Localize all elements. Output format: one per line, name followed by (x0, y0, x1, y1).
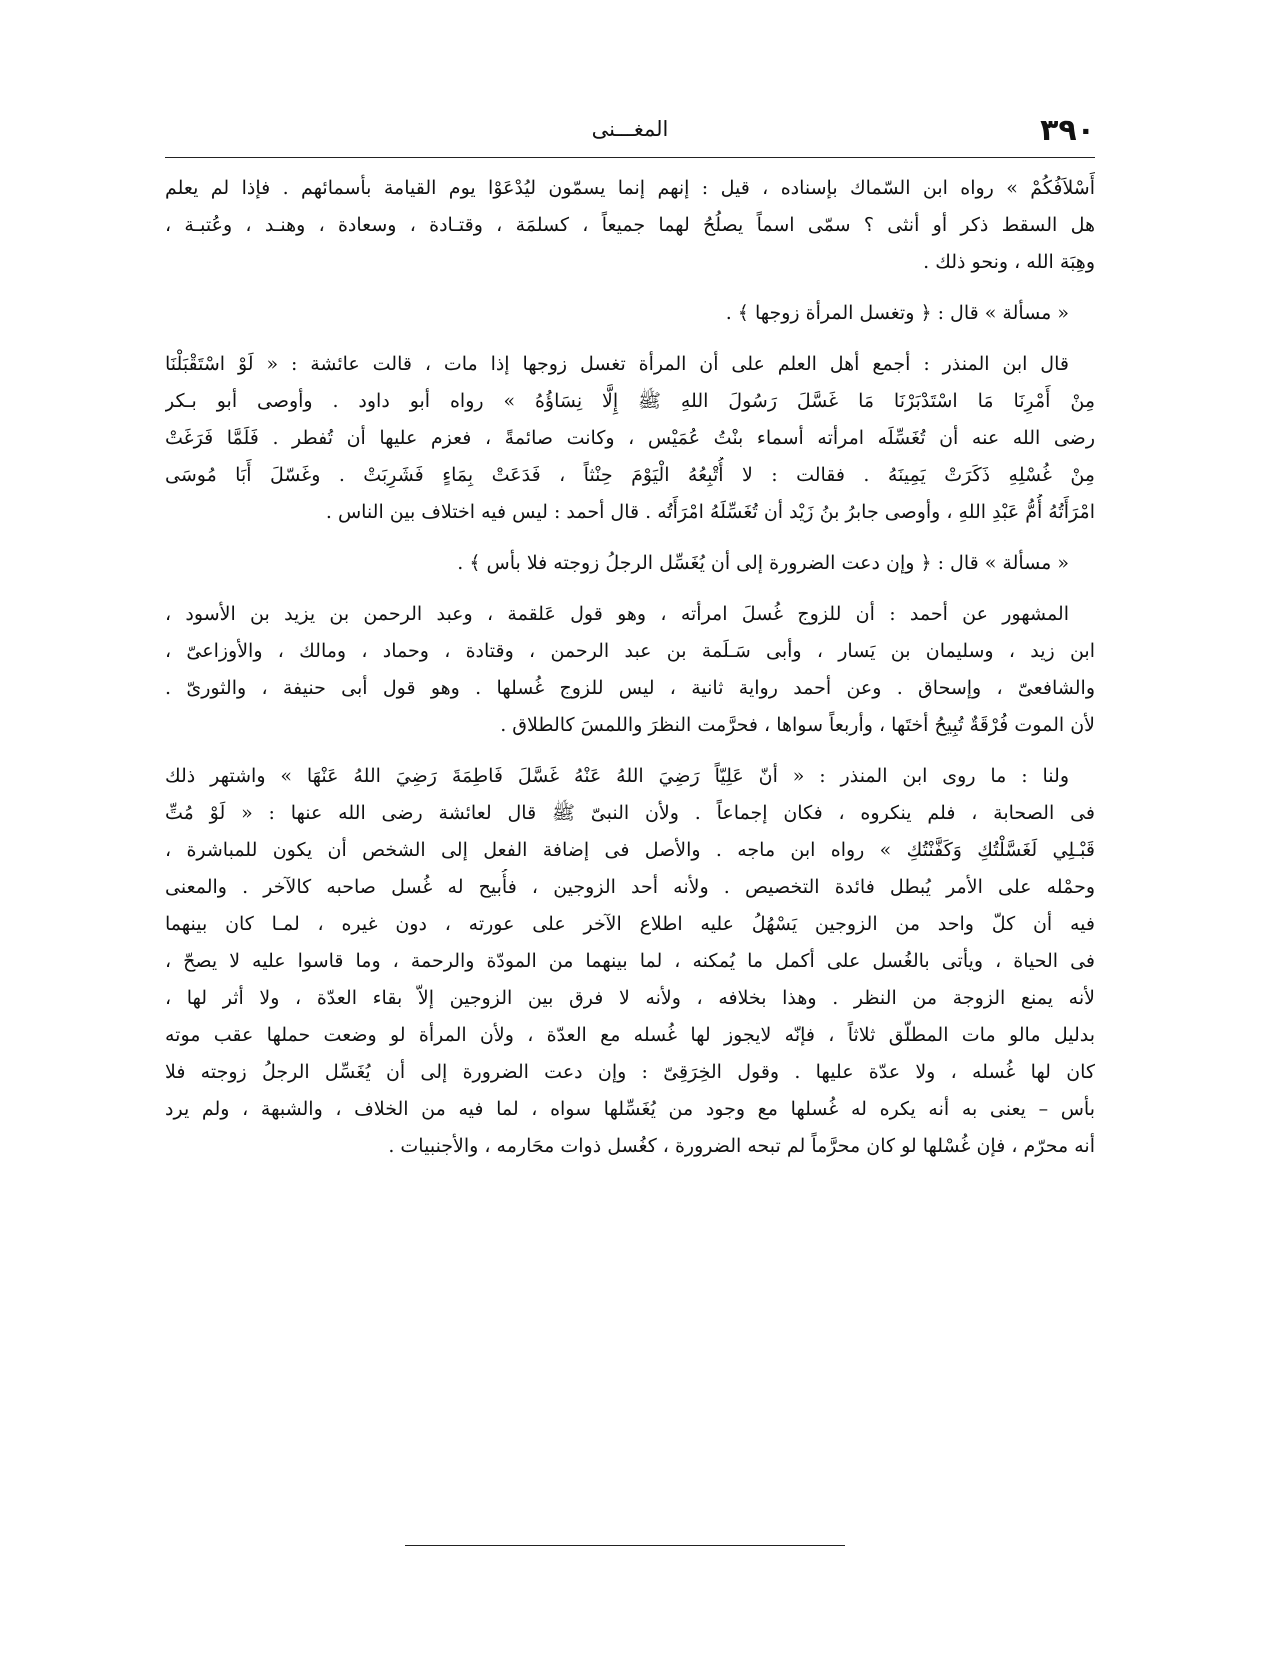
text-line: مِنْ غُسْلِهِ ذَكَرَتْ يَمِينَهُ . فقالت : لا أُتْبِعُهُ الْيَوْمَ حِنْثاً ، فَدَعَتْ بِمَاءٍ فَشَرِبَتْ . وغَسّلَ أَبَا مُوسَى (165, 464, 1095, 486)
text-line: لأن الموت فُرْقَةٌ تُبِيحُ أختَها ، وأربعاً سواها ، فحرَّمت النظرَ واللمسَ كالطلاق . (500, 714, 1095, 736)
text-line: قال ابن المنذر : أجمع أهل العلم على أن المرأة تغسل زوجها إذا مات ، قالت عائشة : « لَوْ اسْتَقْبَلْنَا (165, 353, 1069, 375)
text-line: مِنْ أَمْرِنَا مَا اسْتَدْبَرْنَا مَا غَسَّلَ رَسُولَ اللهِ ﷺ إِلَّا نِسَاؤُهُ » رواه أبو داود . وأوصى أبو بـكر (165, 390, 1095, 412)
footer-rule (405, 1545, 845, 1546)
page-header (165, 95, 1095, 155)
text-line: والشافعىّ ، وإسحاق . وعن أحمد رواية ثانية ، ليس للزوج غُسلها . وهو قول أبى حنيفة ، والثورىّ . (165, 677, 1095, 699)
paragraph (165, 170, 1095, 281)
text-line: بدليل مالو مات المطلّق ثلاثاً ، فإنّه لايجوز لها غُسله مع العدّة ، ولأن المرأة لو وضعت حملها عقب موته (165, 1024, 1095, 1046)
text-line: المشهور عن أحمد : أن للزوج غُسلَ امرأته ، وهو قول عَلقمة ، وعبد الرحمن بن يزيد بن الأسود ، (165, 603, 1069, 625)
text-line: وهِبَة الله ، ونحو ذلك . (923, 251, 1095, 273)
masala-heading (165, 295, 1095, 332)
text-line: « مسألة » قال : ﴿ وتغسل المرأة زوجها ﴾ . (725, 302, 1069, 324)
text-line: لأنه يمنع الزوجة من النظر . وهذا بخلافه ، ولأنه لا فرق بين الزوجين إلاّ بقاء العدّة ، ولا أثر لها ، (165, 987, 1095, 1009)
header-rule (165, 157, 1095, 158)
text-line: فى الصحابة ، فلم ينكروه ، فكان إجماعاً . ولأن النبىّ ﷺ قال لعائشة رضى الله عنها : « لَوْ مُتِّ (165, 802, 1095, 824)
paragraph (165, 596, 1095, 744)
text-line: رضى الله عنه أن تُغَسِّلَه امرأته أسماء بنْتُ عُمَيْس ، وكانت صائمةً ، فعزم عليها أن تُفطر . فَلَمَّا فَرَغَتْ (165, 427, 1095, 449)
paragraph (165, 758, 1095, 1165)
text-line: امْرَأَتُهُ أُمُّ عَبْدِ اللهِ ، وأوصى جابرُ بنُ زَيْد أن تُغَسِّلَهُ امْرَأَتُه . قال أحمد : ليس فيه اختلاف بين الناس . (325, 501, 1095, 523)
text-line: هل السقط ذكر أو أنثى ؟ سمّى اسماً يصلُحُ لهما جميعاً ، كسلمَة ، وقتـادة ، وسعادة ، وهنـد ، وعُتبـة ، (165, 214, 1095, 236)
paragraph (165, 346, 1095, 531)
text-line: فى الحياة ، ويأتى بالغُسل على أكمل ما يُمكنه ، لما بينهما من المودّة والرحمة ، وما قاسوا عليه لا يصحّ ، (165, 950, 1095, 972)
masala-heading (165, 545, 1095, 582)
text-line: فيه أن كلّ واحد من الزوجين يَسْهُلُ عليه اطلاع الآخر على عورته ، دون غيره ، لمـا كان بينهما (165, 913, 1095, 935)
book-page (165, 95, 1095, 1635)
text-line: وحمْله على الأمر يُبطل فائدة التخصيص . ولأنه أحد الزوجين ، فأُبيح له غُسل صاحبه كالآخر . والمعنى (165, 876, 1095, 898)
text-line: « مسألة » قال : ﴿ وإن دعت الضرورة إلى أن يُغَسِّل الرجلُ زوجته فلا بأس ﴾ . (457, 552, 1069, 574)
text-line: كان لها غُسله ، ولا عدّة عليها . وقول الخِرَقِىّ : وإن دعت الضرورة إلى أن يُغَسِّل الرجلُ زوجته فلا (165, 1061, 1095, 1083)
page-number: ٣٩٠ (1040, 113, 1095, 148)
running-title: المغـــنى (591, 117, 669, 141)
page-body (165, 170, 1095, 1179)
text-line: قَبْـلِي لَغَسَّلْتُكِ وَكَفَّنْتُكِ » رواه ابن ماجه . والأصل فى إضافة الفعل إلى الشخص أن يكون للمباشرة ، (165, 839, 1095, 861)
text-line: ولنا : ما روى ابن المنذر : « أنّ عَلِيّاً رَضِيَ اللهُ عَنْهُ غَسَّلَ فَاطِمَةَ رَضِيَ اللهُ عَنْهَا » واشتهر ذلك (165, 765, 1069, 787)
text-line: أنه محرّم ، فإن غُسْلها لو كان محرَّماً لم تبحه الضرورة ، كغُسل ذوات محَارمه ، والأجنبيات . (388, 1135, 1095, 1157)
text-line: ابن زيد ، وسليمان بن يَسار ، وأبى سَـلَمة بن عبد الرحمن ، وقتادة ، وحماد ، ومالك ، والأوزاعىّ ، (165, 640, 1095, 662)
text-line: بأس – يعنى به أنه يكره له غُسلها مع وجود من يُغَسِّلها سواه ، لما فيه من الخلاف ، والشبهة ، ولم يرد (165, 1098, 1095, 1120)
text-line: أَسْلاَفُكُمْ » رواه ابن السّماك بإسناده ، قيل : إنهم إنما يسمّون ليُدْعَوْا يوم القيامة بأسمائهم . فإذا لم يعلم (165, 177, 1095, 199)
